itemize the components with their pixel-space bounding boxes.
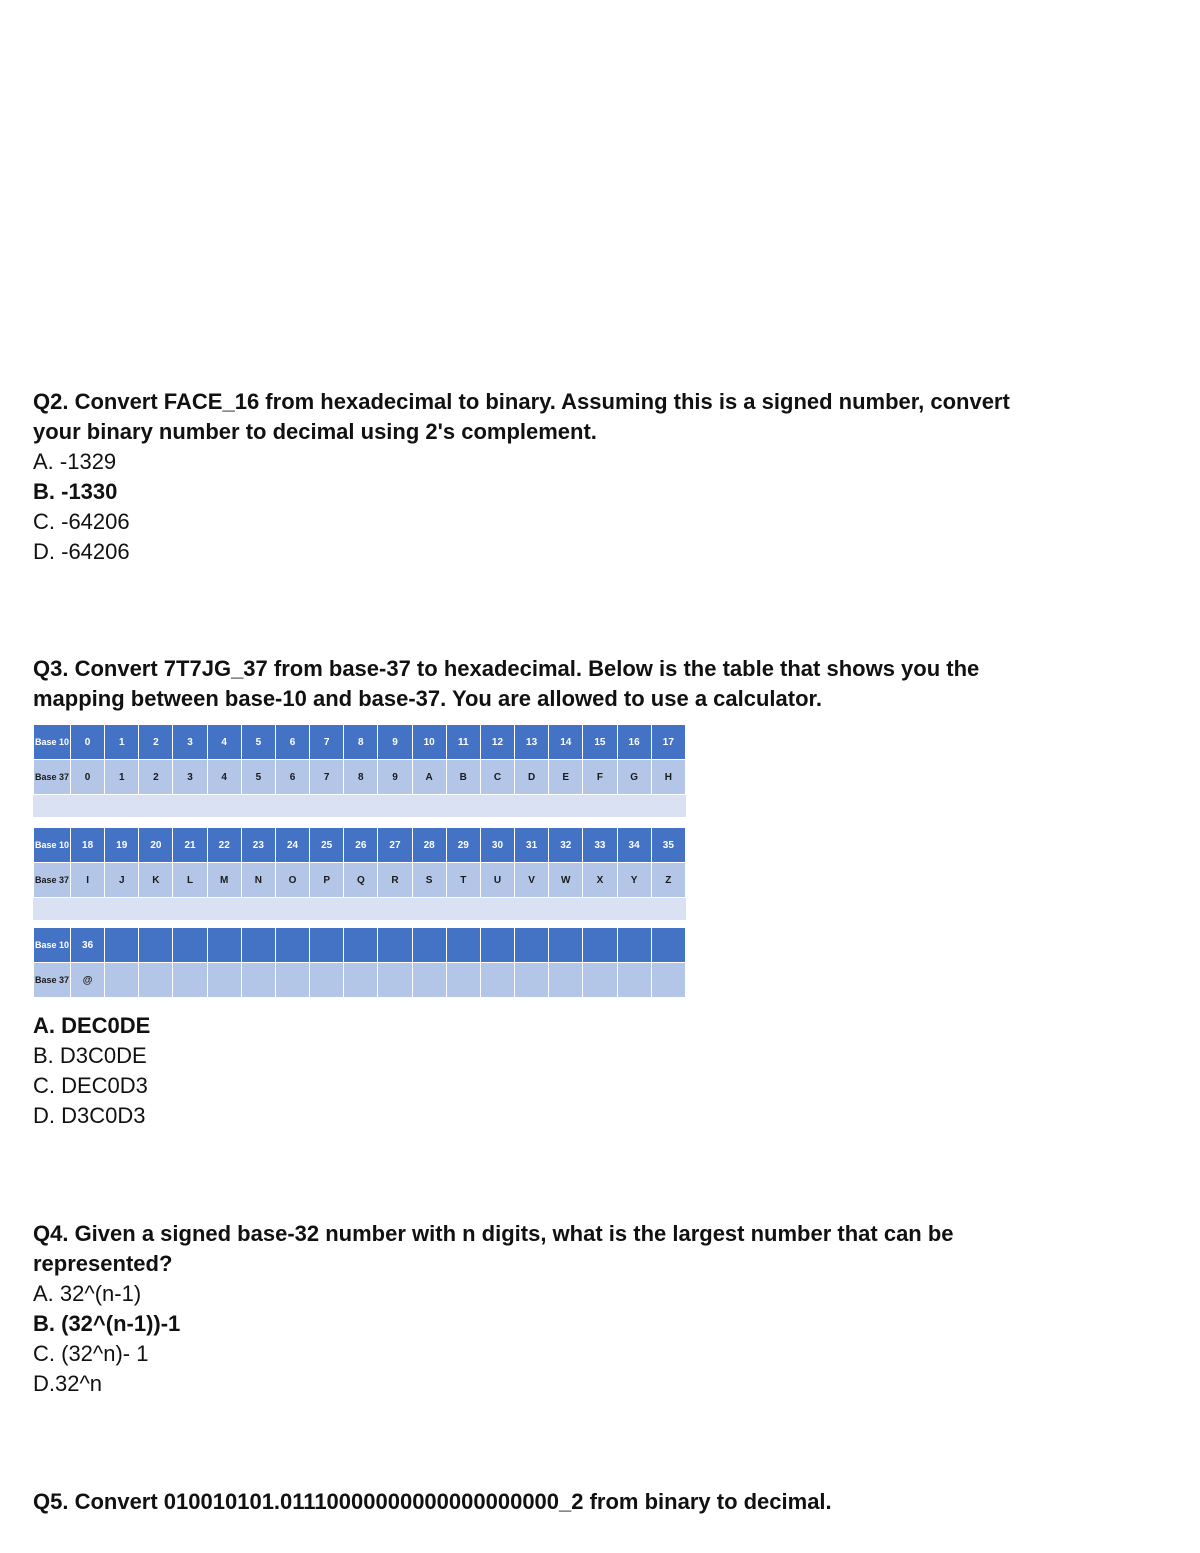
table-cell: 30 <box>480 828 514 863</box>
table-cell: 27 <box>378 828 412 863</box>
table-cell: @ <box>71 963 105 998</box>
table-cell <box>173 928 207 963</box>
table-cell <box>139 928 173 963</box>
base-mapping-table <box>33 827 686 898</box>
table-cell <box>446 928 480 963</box>
table-cell: 8 <box>344 760 378 795</box>
question-3-option-a: A. DEC0DE <box>33 1013 151 1038</box>
question-2-option-c: C. -64206 <box>33 509 130 534</box>
base-mapping-table-block-2 <box>33 827 686 920</box>
base-mapping-table-block-1 <box>33 724 686 817</box>
table-cell: 7 <box>310 725 344 760</box>
table-cell: P <box>310 863 344 898</box>
table-cell <box>515 963 549 998</box>
question-4-title: Q4. Given a signed base-32 number with n digits, what is the largest number that can be represented? <box>33 1221 954 1276</box>
table-cell: 6 <box>275 760 309 795</box>
table-cell <box>617 963 651 998</box>
table-cell <box>310 963 344 998</box>
question-3-option-d: D. D3C0D3 <box>33 1103 146 1128</box>
base10-row <box>34 928 686 963</box>
base10-row-label: Base 10 <box>34 828 71 863</box>
table-cell: S <box>412 863 446 898</box>
table-cell: W <box>549 863 583 898</box>
question-5 <box>33 1487 1033 1517</box>
table-cell <box>275 963 309 998</box>
table-cell: O <box>275 863 309 898</box>
table-cell: 31 <box>515 828 549 863</box>
question-4-option-a: A. 32^(n-1) <box>33 1281 142 1306</box>
table-cell <box>310 928 344 963</box>
base37-row-label: Base 37 <box>34 863 71 898</box>
base37-row <box>34 963 686 998</box>
table-cell: H <box>651 760 685 795</box>
table-cell <box>412 963 446 998</box>
table-cell: F <box>583 760 617 795</box>
table-cell: 3 <box>173 725 207 760</box>
table-cell <box>344 963 378 998</box>
table-cell <box>241 963 275 998</box>
table-cell: 7 <box>310 760 344 795</box>
question-2-option-b: B. -1330 <box>33 479 118 504</box>
table-cell: 11 <box>446 725 480 760</box>
table-cell: 22 <box>207 828 241 863</box>
table-cell: 0 <box>71 760 105 795</box>
question-3-options <box>33 1011 150 1131</box>
table-cell: 16 <box>617 725 651 760</box>
table-cell: 14 <box>549 725 583 760</box>
table-cell: G <box>617 760 651 795</box>
table-cell: I <box>71 863 105 898</box>
table-cell: Q <box>344 863 378 898</box>
table-cell: 25 <box>310 828 344 863</box>
table-cell: 5 <box>241 725 275 760</box>
table-cell: 33 <box>583 828 617 863</box>
question-2 <box>33 387 1033 567</box>
table-cell: 4 <box>207 760 241 795</box>
table-cell <box>651 928 685 963</box>
table-cell: 2 <box>139 725 173 760</box>
table-cell: 19 <box>105 828 139 863</box>
table-cell: 21 <box>173 828 207 863</box>
question-3-option-b: B. D3C0DE <box>33 1043 147 1068</box>
table-cell <box>207 963 241 998</box>
table-cell: 8 <box>344 725 378 760</box>
table-cell <box>173 963 207 998</box>
table-cell: 6 <box>275 725 309 760</box>
table-cell <box>480 928 514 963</box>
question-2-option-d: D. -64206 <box>33 539 130 564</box>
table-cell <box>412 928 446 963</box>
question-5-title: Q5. Convert 010010101.01110000000000000000000_2 from binary to decimal. <box>33 1489 832 1514</box>
table-cell <box>583 963 617 998</box>
base10-row-label: Base 10 <box>34 928 71 963</box>
table-cell: 28 <box>412 828 446 863</box>
table-cell: 10 <box>412 725 446 760</box>
question-3 <box>33 654 1033 714</box>
table-cell: 12 <box>480 725 514 760</box>
question-2-option-a: A. -1329 <box>33 449 117 474</box>
base37-row-label: Base 37 <box>34 760 71 795</box>
table-cell <box>617 928 651 963</box>
table-cell <box>241 928 275 963</box>
table-cell: 36 <box>71 928 105 963</box>
question-4-option-c: C. (32^n)- 1 <box>33 1341 149 1366</box>
table-cell <box>378 963 412 998</box>
table-cell: 17 <box>651 725 685 760</box>
table-cell: B <box>446 760 480 795</box>
table-spacer <box>33 898 686 920</box>
base10-row <box>34 828 686 863</box>
table-cell: 3 <box>173 760 207 795</box>
table-cell: 1 <box>105 760 139 795</box>
base10-row <box>34 725 686 760</box>
table-cell: Z <box>651 863 685 898</box>
table-cell <box>378 928 412 963</box>
base-mapping-table <box>33 724 686 795</box>
table-cell <box>139 963 173 998</box>
table-cell: 24 <box>275 828 309 863</box>
table-cell: 2 <box>139 760 173 795</box>
table-cell: 35 <box>651 828 685 863</box>
base-mapping-table <box>33 927 686 998</box>
table-cell: D <box>515 760 549 795</box>
base37-row <box>34 863 686 898</box>
table-cell: 9 <box>378 760 412 795</box>
base37-row <box>34 760 686 795</box>
table-spacer <box>33 795 686 817</box>
table-cell <box>515 928 549 963</box>
table-cell <box>480 963 514 998</box>
table-cell: 20 <box>139 828 173 863</box>
table-cell: 15 <box>583 725 617 760</box>
table-cell: 26 <box>344 828 378 863</box>
table-cell: X <box>583 863 617 898</box>
table-cell <box>583 928 617 963</box>
question-4-option-b: B. (32^(n-1))-1 <box>33 1311 181 1336</box>
question-3-option-c: C. DEC0D3 <box>33 1073 148 1098</box>
table-cell: R <box>378 863 412 898</box>
table-cell: M <box>207 863 241 898</box>
table-cell <box>105 963 139 998</box>
table-cell <box>549 963 583 998</box>
question-2-title: Q2. Convert FACE_16 from hexadecimal to binary. Assuming this is a signed number, convert your binary number to decimal using 2's complement. <box>33 389 1010 444</box>
table-cell: E <box>549 760 583 795</box>
table-cell: J <box>105 863 139 898</box>
table-cell: 5 <box>241 760 275 795</box>
table-cell <box>275 928 309 963</box>
table-cell: L <box>173 863 207 898</box>
table-cell: U <box>480 863 514 898</box>
base37-row-label: Base 37 <box>34 963 71 998</box>
question-4 <box>33 1219 1033 1399</box>
table-cell <box>105 928 139 963</box>
table-cell <box>549 928 583 963</box>
table-cell: N <box>241 863 275 898</box>
table-cell: 32 <box>549 828 583 863</box>
table-cell: 23 <box>241 828 275 863</box>
table-cell: 34 <box>617 828 651 863</box>
table-cell: 9 <box>378 725 412 760</box>
question-4-option-d: D.32^n <box>33 1371 103 1396</box>
table-cell: K <box>139 863 173 898</box>
question-3-title: Q3. Convert 7T7JG_37 from base-37 to hexadecimal. Below is the table that shows you the mapping between base-10 and base-37. You are allowed to use a calculator. <box>33 656 980 711</box>
table-cell: C <box>480 760 514 795</box>
table-cell <box>446 963 480 998</box>
table-cell: 18 <box>71 828 105 863</box>
base10-row-label: Base 10 <box>34 725 71 760</box>
table-cell <box>344 928 378 963</box>
table-cell <box>207 928 241 963</box>
table-cell: T <box>446 863 480 898</box>
table-cell: 4 <box>207 725 241 760</box>
table-cell: 1 <box>105 725 139 760</box>
table-cell: 0 <box>71 725 105 760</box>
base-mapping-table-block-3 <box>33 927 686 998</box>
table-cell <box>651 963 685 998</box>
table-cell: V <box>515 863 549 898</box>
table-cell: 13 <box>515 725 549 760</box>
table-cell: Y <box>617 863 651 898</box>
table-cell: A <box>412 760 446 795</box>
table-cell: 29 <box>446 828 480 863</box>
